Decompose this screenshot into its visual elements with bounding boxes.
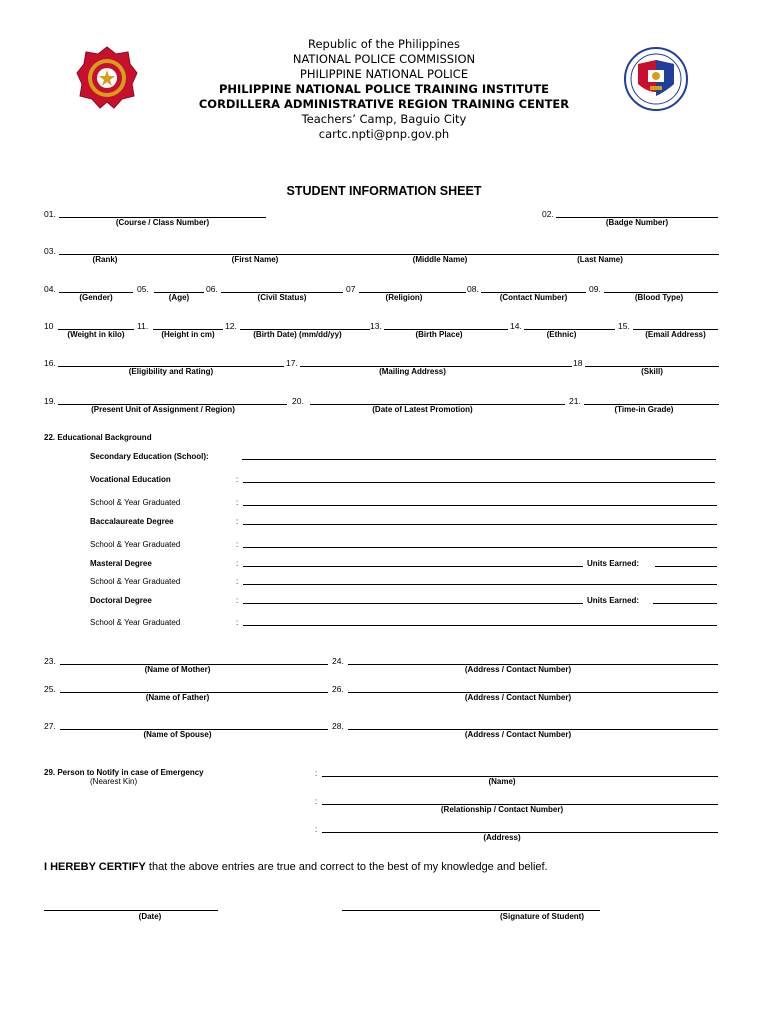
masteral-school-year-input[interactable] [243, 584, 717, 585]
field-number: 06. [206, 284, 218, 294]
emergency-subheading: (Nearest Kin) [90, 777, 138, 786]
colon: : [236, 618, 239, 627]
header-napolcom: NATIONAL POLICE COMMISSION [292, 52, 476, 66]
field-caption: (Address) [483, 833, 521, 842]
field-caption: (Birth Date) (mm/dd/yy) [253, 330, 342, 339]
header-address: Teachers’ Camp, Baguio City [301, 112, 467, 126]
vocational-school-year-input[interactable] [243, 505, 717, 506]
colon: : [236, 540, 239, 549]
header-cartc: CORDILLERA ADMINISTRATIVE REGION TRAINING CENTER [198, 97, 570, 111]
emergency-heading: 29. Person to Notify in case of Emergency [44, 768, 204, 777]
field-number: 02. [542, 209, 554, 219]
baccalaureate-input[interactable] [243, 524, 717, 525]
colon: : [315, 769, 318, 778]
field-caption: (Weight in kilo) [67, 330, 125, 339]
field-number: 03. [44, 246, 56, 256]
masteral-input[interactable] [243, 566, 583, 567]
doctoral-units-input[interactable] [653, 603, 717, 604]
colon: : [236, 596, 239, 605]
certification-statement [44, 861, 548, 873]
field-caption: (Address / Contact Number) [464, 665, 572, 674]
units-earned-label: Units Earned: [587, 559, 640, 568]
field-caption: (Address / Contact Number) [464, 730, 572, 739]
secondary-label: Secondary Education (School): [90, 452, 209, 461]
field-number: 04. [44, 284, 56, 294]
field-caption: (Name) [488, 777, 516, 786]
field-caption: (Religion) [385, 293, 423, 302]
field-number: 28. [332, 721, 344, 731]
field-number: 14. [510, 321, 522, 331]
masteral-label: Masteral Degree [90, 559, 152, 568]
field-caption: (Height in cm) [161, 330, 215, 339]
baccalaureate-school-year-input[interactable] [243, 547, 717, 548]
field-caption: (Civil Status) [257, 293, 307, 302]
field-caption: (Present Unit of Assignment / Region) [91, 405, 235, 414]
field-number: 17. [286, 358, 298, 368]
field-number: 08. [467, 284, 479, 294]
colon: : [315, 797, 318, 806]
field-caption: (Name of Father) [145, 693, 210, 702]
signature-input[interactable] [342, 910, 600, 911]
field-number: 01. [44, 209, 56, 219]
field-caption: (Time-in Grade) [614, 405, 674, 414]
field-caption: (Birth Place) [415, 330, 463, 339]
field-number: 13. [370, 321, 382, 331]
field-caption: (Address / Contact Number) [464, 693, 572, 702]
field-caption: (Skill) [641, 367, 663, 376]
certification-bold: I HEREBY CERTIFY [44, 861, 146, 873]
field-number: 23. [44, 656, 56, 666]
field-number: 07 [346, 284, 356, 294]
certification-text: that the above entries are true and correct to the best of my knowledge and belief. [145, 861, 548, 873]
field-number: 10 [44, 321, 54, 331]
masteral-units-input[interactable] [655, 566, 717, 567]
field-number: 25. [44, 684, 56, 694]
baccalaureate-label: Baccalaureate Degree [90, 517, 174, 526]
units-earned-label: Units Earned: [587, 596, 640, 605]
field-caption: (Ethnic) [546, 330, 577, 339]
field-number: 18 [573, 358, 583, 368]
date-input[interactable] [44, 910, 218, 911]
field-number: 09. [589, 284, 601, 294]
field-caption: (Mailing Address) [379, 367, 446, 376]
colon: : [236, 577, 239, 586]
field-caption: (Email Address) [645, 330, 706, 339]
colon: : [236, 517, 239, 526]
field-caption: (Gender) [79, 293, 113, 302]
school-year-label: School & Year Graduated [90, 577, 181, 586]
field-number: 16. [44, 358, 56, 368]
field-number: 27. [44, 721, 56, 731]
school-year-label: School & Year Graduated [90, 618, 181, 627]
header-pnp: PHILIPPINE NATIONAL POLICE [299, 67, 469, 81]
field-caption: (Course / Class Number) [115, 218, 210, 227]
school-year-label: School & Year Graduated [90, 540, 181, 549]
header-npti: PHILIPPINE NATIONAL POLICE TRAINING INSTITUTE [218, 82, 550, 96]
field-caption: (Name of Spouse) [143, 730, 212, 739]
field-caption: (Contact Number) [499, 293, 568, 302]
field-number: 19. [44, 396, 56, 406]
field-number: 26. [332, 684, 344, 694]
colon: : [236, 559, 239, 568]
field-number: 12. [225, 321, 237, 331]
field-number: 05. [137, 284, 149, 294]
field-caption: (Relationship / Contact Number) [440, 805, 564, 814]
vocational-label: Vocational Education [90, 475, 171, 484]
doctoral-school-year-input[interactable] [243, 625, 717, 626]
field-caption: (Middle Name) [412, 255, 468, 264]
field-caption: (First Name) [231, 255, 279, 264]
date-caption: (Date) [138, 912, 162, 921]
field-caption: (Badge Number) [605, 218, 669, 227]
field-caption: (Age) [168, 293, 190, 302]
school-year-label: School & Year Graduated [90, 498, 181, 507]
field-number: 20. [292, 396, 304, 406]
secondary-input[interactable] [242, 459, 716, 460]
education-heading: 22. Educational Background [44, 433, 152, 442]
doctoral-input[interactable] [243, 603, 583, 604]
field-number: 15. [618, 321, 630, 331]
header-republic: Republic of the Philippines [307, 37, 461, 51]
colon: : [236, 475, 239, 484]
field-caption: (Rank) [92, 255, 118, 264]
field-caption: (Date of Latest Promotion) [372, 405, 473, 414]
form-title: STUDENT INFORMATION SHEET [286, 184, 482, 198]
field-caption: (Name of Mother) [144, 665, 211, 674]
vocational-input[interactable] [243, 482, 715, 483]
field-caption: (Last Name) [577, 255, 623, 264]
field-caption: (Blood Type) [634, 293, 684, 302]
colon: : [236, 498, 239, 507]
header-email: cartc.npti@pnp.gov.ph [318, 127, 450, 141]
doctoral-label: Doctoral Degree [90, 596, 152, 605]
field-caption: (Eligibility and Rating) [128, 367, 214, 376]
field-number: 24. [332, 656, 344, 666]
field-number: 21. [569, 396, 581, 406]
colon: : [315, 825, 318, 834]
signature-caption: (Signature of Student) [500, 912, 584, 921]
field-number: 11. [137, 321, 149, 331]
